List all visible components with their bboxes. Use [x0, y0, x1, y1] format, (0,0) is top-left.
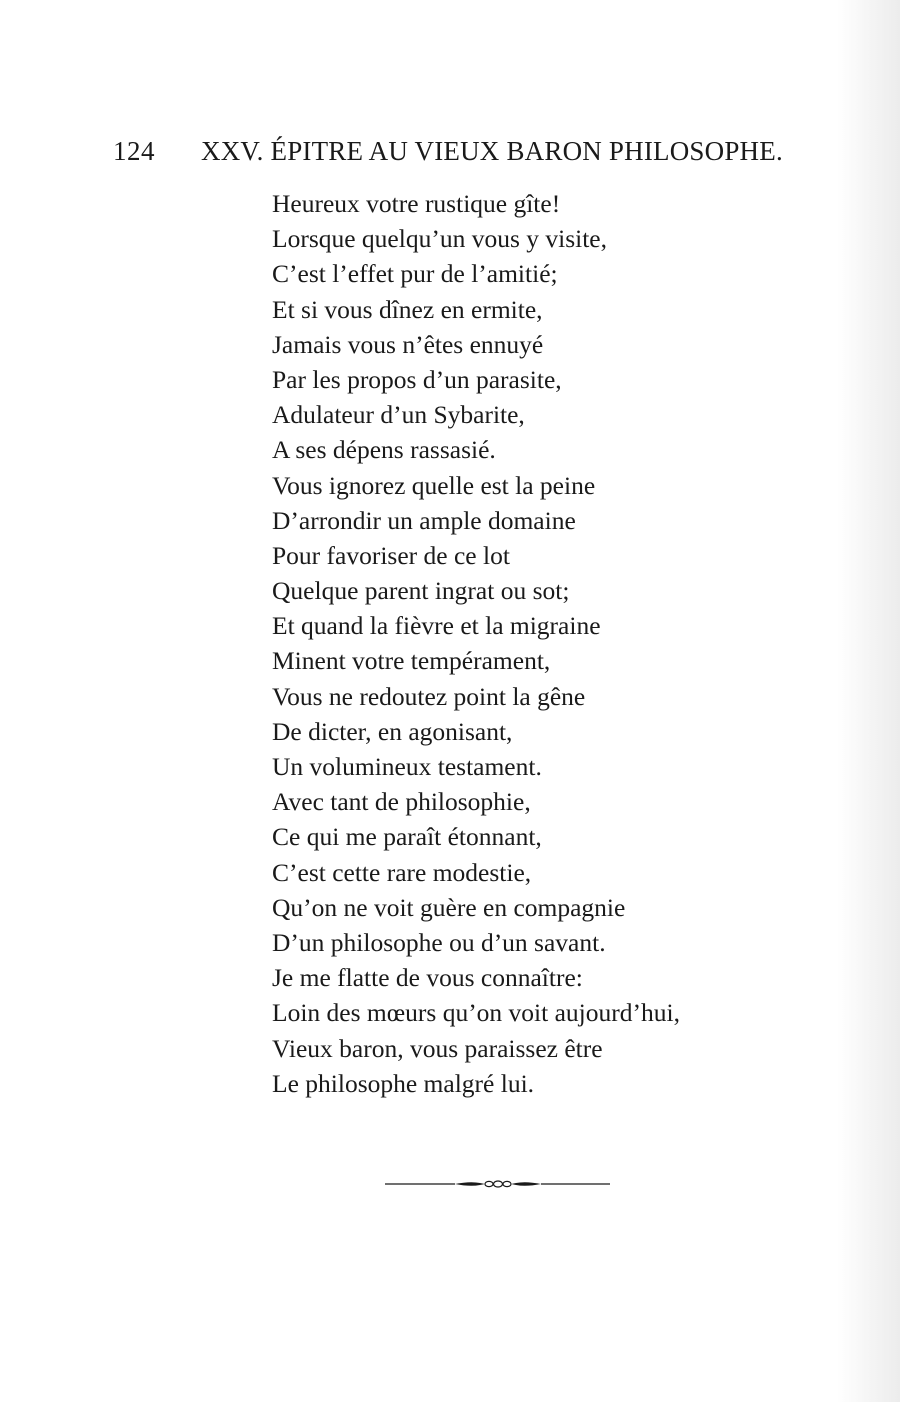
poem-line: C’est l’effet pur de l’amitié; — [272, 259, 558, 289]
poem-line: Ce qui me paraît étonnant, — [272, 822, 542, 852]
poem-line: De dicter, en agonisant, — [272, 716, 513, 746]
poem-line: Minent votre tempérament, — [272, 646, 551, 676]
running-title: XXV. ÉPITRE AU VIEUX BARON PHILOSOPHE. — [201, 136, 783, 166]
poem-line: Qu’on ne voit guère en compagnie — [272, 892, 626, 922]
poem-line: Loin des mœurs qu’on voit aujourd’hui, — [272, 998, 680, 1028]
poem-line: Quelque parent ingrat ou sot; — [272, 576, 570, 606]
poem-line: Adulateur d’un Sybarite, — [272, 400, 525, 430]
poem-line: D’arrondir un ample domaine — [272, 505, 576, 535]
poem-text — [272, 186, 772, 1101]
poem-line: Et quand la fièvre et la migraine — [272, 611, 601, 641]
poem-line: A ses dépens rassasié. — [272, 435, 496, 465]
poem-line: Le philosophe malgré lui. — [272, 1068, 535, 1098]
page-number: 124 — [113, 136, 155, 166]
poem-line: Heureux votre rustique gîte! — [272, 189, 561, 218]
poem-line: Vieux baron, vous paraissez être — [272, 1033, 603, 1063]
poem-line: Avec tant de philosophie, — [272, 787, 531, 817]
poem-line: C’est cette rare modestie, — [272, 857, 532, 887]
poem-line: Je me flatte de vous connaître: — [272, 963, 583, 993]
poem-line: D’un philosophe ou d’un savant. — [272, 927, 606, 957]
tailpiece-ornament-icon — [385, 1174, 610, 1194]
poem-line: Vous ignorez quelle est la peine — [272, 470, 596, 500]
poem-line: Pour favoriser de ce lot — [272, 540, 510, 570]
poem-line: Lorsque quelqu’un vous y visite, — [272, 224, 607, 254]
running-header — [113, 136, 813, 176]
poem-line: Un volumineux testament. — [272, 752, 542, 781]
poem-line: Jamais vous n’êtes ennuyé — [272, 329, 544, 359]
poem-line: Et si vous dînez en ermite, — [272, 294, 543, 324]
poem-line: Vous ne redoutez point la gêne — [272, 681, 586, 711]
poem-line: Par les propos d’un parasite, — [272, 364, 562, 394]
